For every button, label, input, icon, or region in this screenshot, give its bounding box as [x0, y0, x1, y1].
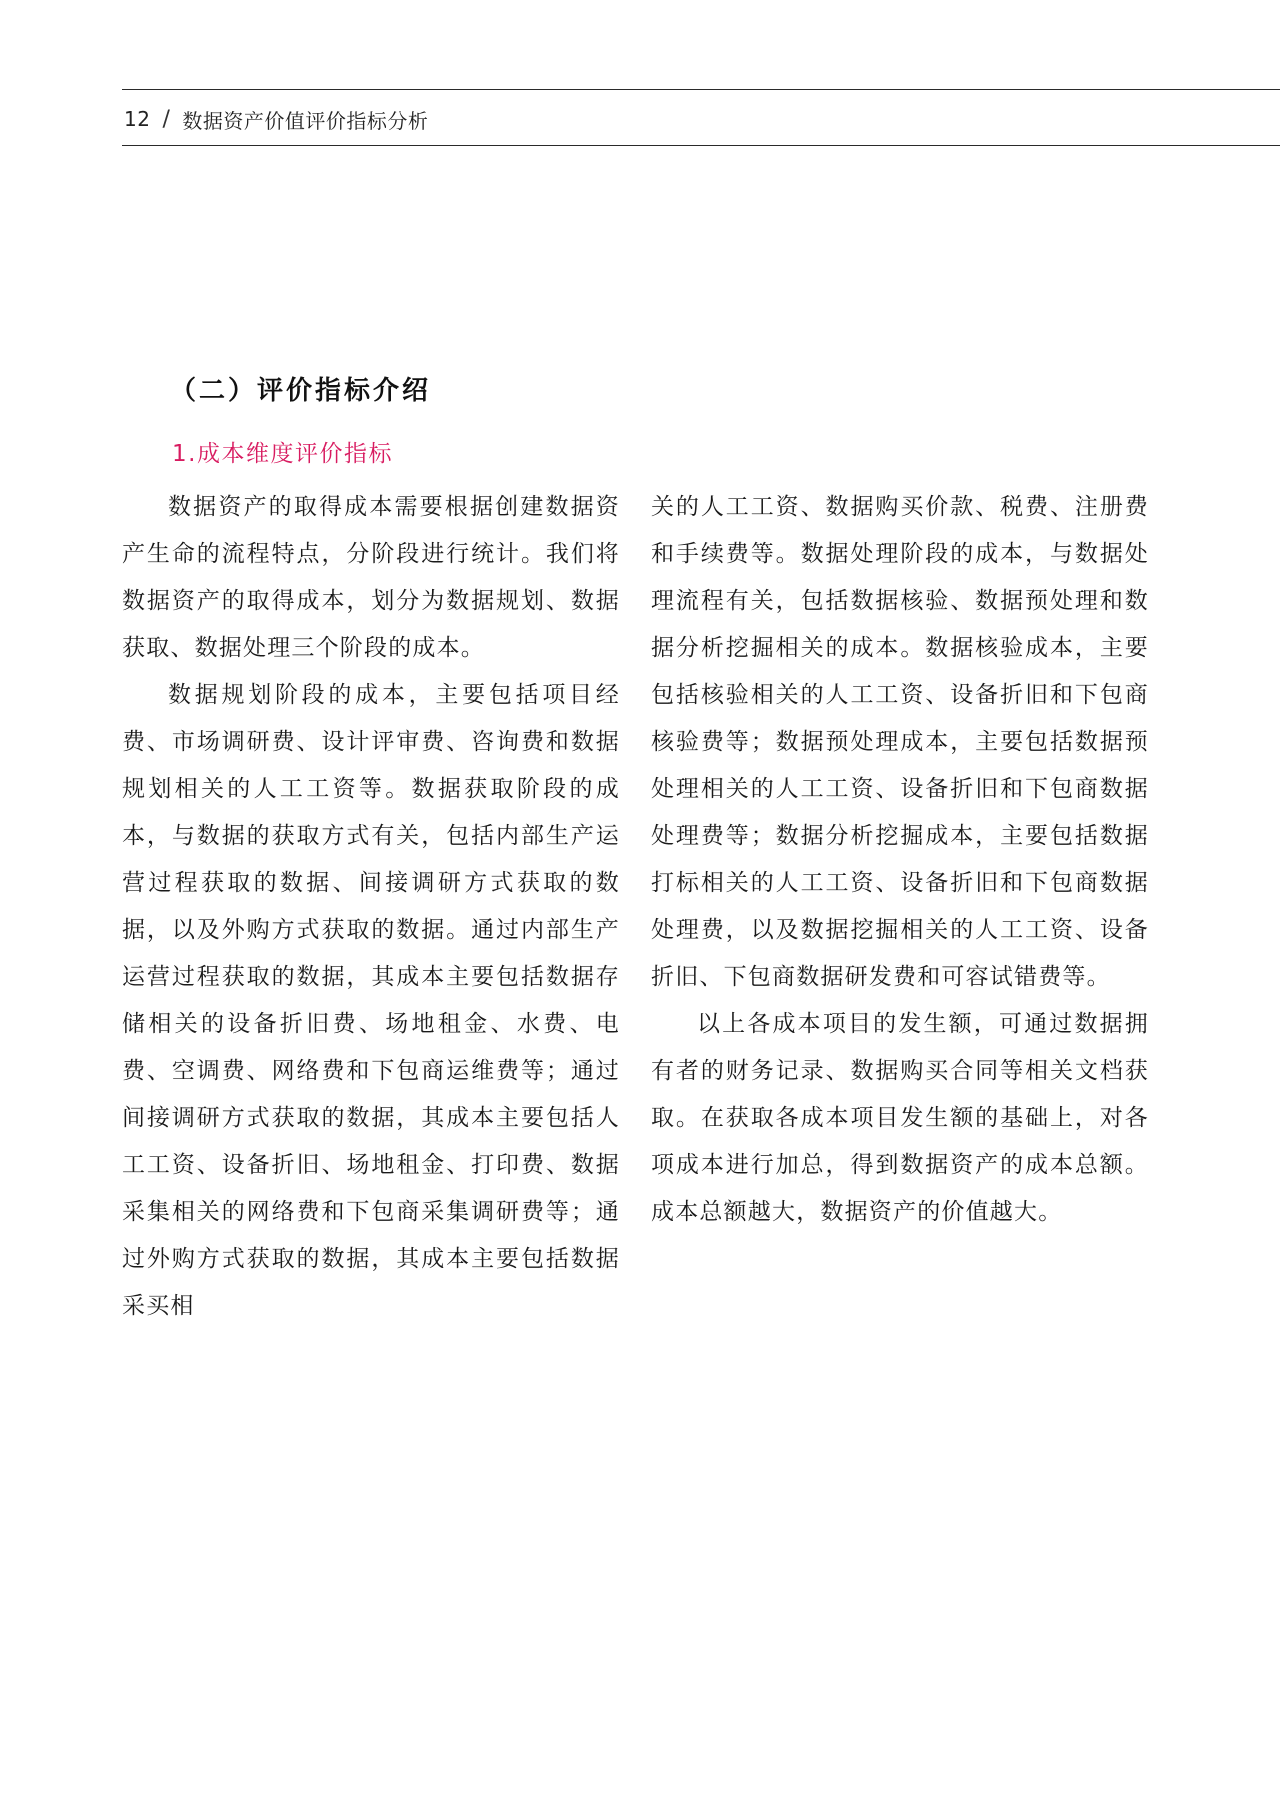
- page-number: 12: [124, 107, 151, 131]
- subsection-heading: 1.成本维度评价指标: [172, 441, 393, 467]
- right-text-column: [651, 484, 1149, 1236]
- paragraph: 数据规划阶段的成本，主要包括项目经费、市场调研费、设计评审费、咨询费和数据规划相关的人工工资等。数据获取阶段的成本，与数据的获取方式有关，包括内部生产运营过程获取的数据、间接调研方式获取的数据，以及外购方式获取的数据。通过内部生产运营过程获取的数据，其成本主要包括数据存储相关的设备折旧费、场地租金、水费、电费、空调费、网络费和下包商运维费等；通过间接调研方式获取的数据，其成本主要包括人工工资、设备折旧、场地租金、打印费、数据采集相关的网络费和下包商采集调研费等；通过外购方式获取的数据，其成本主要包括数据采买相: [122, 682, 620, 1319]
- book-title: 数据资产价值评价指标分析: [182, 108, 429, 133]
- header-top-rule: [122, 89, 1280, 90]
- header-separator: /: [162, 106, 171, 132]
- header-bottom-rule: [122, 145, 1280, 146]
- paragraph: 以上各成本项目的发生额，可通过数据拥有者的财务记录、数据购买合同等相关文档获取。在获取各成本项目发生额的基础上，对各项成本进行加总，得到数据资产的成本总额。成本总额越大，数据资产的价值越大。: [651, 1011, 1149, 1225]
- section-heading: （二）评价指标介绍: [170, 376, 432, 406]
- paragraph-continued: 关的人工工资、数据购买价款、税费、注册费和手续费等。数据处理阶段的成本，与数据处理流程有关，包括数据核验、数据预处理和数据分析挖掘相关的成本。数据核验成本，主要包括核验相关的人工工资、设备折旧和下包商核验费等；数据预处理成本，主要包括数据预处理相关的人工工资、设备折旧和下包商数据处理费等；数据分析挖掘成本，主要包括数据打标相关的人工工资、设备折旧和下包商数据处理费，以及数据挖掘相关的人工工资、设备折旧、下包商数据研发费和可容试错费等。: [651, 494, 1149, 990]
- left-text-column: [122, 484, 620, 1330]
- running-header: [124, 104, 428, 134]
- paragraph: 数据资产的取得成本需要根据创建数据资产生命的流程特点，分阶段进行统计。我们将数据资产的取得成本，划分为数据规划、数据获取、数据处理三个阶段的成本。: [122, 494, 620, 661]
